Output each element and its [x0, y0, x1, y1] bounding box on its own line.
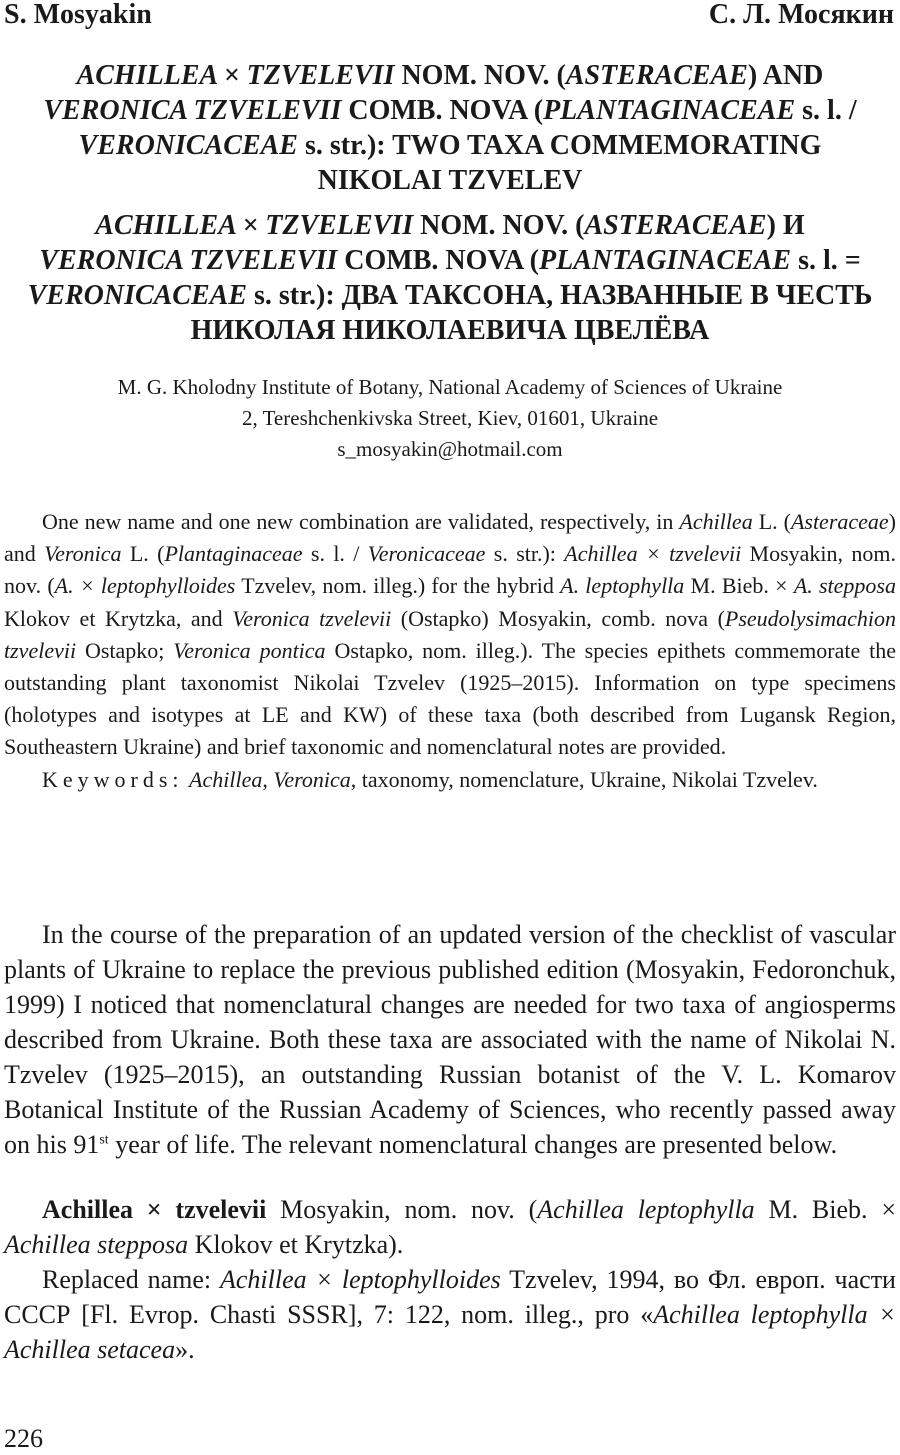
taxon-heading-paragraph: Achillea × tzvelevii Mosyakin, nom. nov. (Achillea leptophylla M. Bieb. × Achillea stepposa Klokov et Krytzka).	[4, 1195, 896, 1259]
page-number: 226	[4, 1424, 43, 1453]
author-email: s_mosyakin@hotmail.com	[337, 437, 563, 461]
institute-name: M. G. Kholodny Institute of Botany, National Academy of Sciences of Ukraine	[117, 375, 783, 399]
keywords-label: Keywords:	[42, 766, 184, 792]
affiliation	[0, 372, 900, 465]
header-author-en: S. Mosyakin	[4, 0, 152, 30]
title-block	[0, 58, 900, 348]
keywords: Keywords: Achillea, Veronica, taxonomy, nomenclature, Ukraine, Nikolai Tzvelev.	[42, 766, 818, 792]
abstract	[4, 506, 896, 796]
intro-paragraph: In the course of the preparation of an updated version of the checklist of vascular plants of Ukraine to replace the previous published edition (Mosyakin, Fedoronchuk, 1999) I noticed that nomenclatural changes are needed for two taxa of angiosperms described from Ukraine. Both these taxa are associated with the name of Nikolai N. Tzvelev (1925–2015), an outstanding Russian botanist of the V. L. Komarov Botanical Institute of the Russian Academy of Sciences, who recently passed away on his 91st year of life. The relevant nomenclatural changes are presented below.	[4, 920, 896, 1159]
main-text	[4, 917, 896, 1367]
institute-address: 2, Tereshchenkivska Street, Kiev, 01601, Ukraine	[241, 406, 659, 430]
title-russian: ACHILLEA × TZVELEVII NOM. NOV. (ASTERACEAE) И VERONICA TZVELEVII COMB. NOVA (PLANTAGINACEAE s. l. = VERONICACEAE s. str.): ДВА ТАКСОНА, НАЗВАННЫЕ В ЧЕСТЬ НИКОЛАЯ НИКОЛАЕВИЧА ЦВЕЛЁВА	[27, 210, 873, 346]
abstract-text: One new name and one new combination are validated, respectively, in Achillea L. (Asteraceae) and Veronica L. (Plantaginaceae s. l. / Veronicaceae s. str.): Achillea × tzvelevii Mosyakin, nom. nov. (A. × leptophylloides Tzvelev, nom. illeg.) for the hybrid A. leptophylla M. Bieb. × A. stepposa Klokov et Krytzka, and Veronica tzvelevii (Ostapko) Mosyakin, comb. nova (Pseudolysimachion tzvelevii Ostapko; Veronica pontica Ostapko, nom. illeg.). The species epithets commemorate the outstanding plant taxonomist Nikolai Tzvelev (1925–2015). Information on type specimens (holotypes and isotypes at LE and KW) of these taxa (both described from Lugansk Region, Southeastern Ukraine) and brief taxonomic and nomenclatural notes are provided.	[4, 509, 897, 760]
taxon-name: Achillea × tzvelevii	[42, 1195, 267, 1224]
replaced-name-paragraph: Replaced name: Achillea × leptophylloides Tzvelev, 1994, во Фл. европ. части СССР [Fl. Evrop. Chasti SSSR], 7: 122, nom. illeg., pro «Achillea leptophylla × Achillea setacea».	[4, 1265, 896, 1364]
header-author-ru: С. Л. Мосякин	[708, 0, 894, 30]
running-header	[4, 0, 894, 34]
title-english: ACHILLEA × TZVELEVII NOM. NOV. (ASTERACEAE) AND VERONICA TZVELEVII COMB. NOVA (PLANTAGINACEAE s. l. / VERONICACEAE s. str.): TWO TAXA COMMEMORATING NIKOLAI TZVELEV	[43, 60, 857, 196]
